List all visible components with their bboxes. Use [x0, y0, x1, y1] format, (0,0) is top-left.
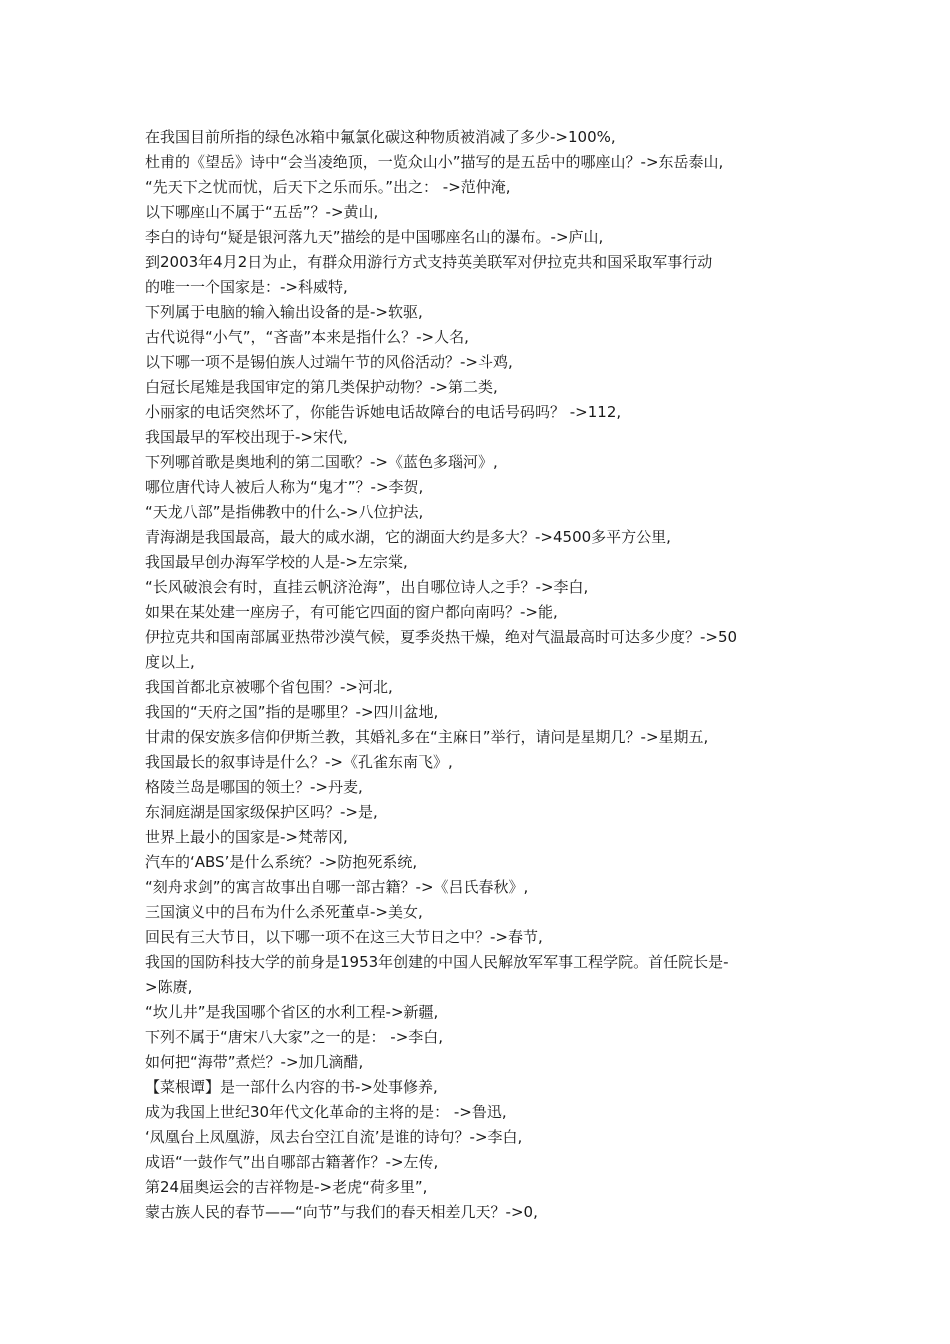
- text-line: 我国最早的军校出现于->宋代,: [145, 428, 348, 446]
- text-line: 甘肃的保安族多信仰伊斯兰教，其婚礼多在“主麻日”举行，请问是星期几？->星期五,: [145, 728, 709, 746]
- text-line: 伊拉克共和国南部属亚热带沙漠气候，夏季炎热干燥，绝对气温最高时可达多少度？->50: [145, 628, 738, 646]
- text-line: 哪位唐代诗人被后人称为“鬼才”？->李贺,: [145, 478, 424, 496]
- text-line: “坎儿井”是我国哪个省区的水利工程->新疆,: [145, 1003, 439, 1021]
- text-line: “先天下之忧而忧，后天下之乐而乐。”出之： ->范仲淹,: [145, 178, 511, 196]
- text-line: 蒙古族人民的春节——“向节”与我们的春天相差几天？->0,: [145, 1203, 538, 1221]
- text-line: 我国的“天府之国”指的是哪里？->四川盆地,: [145, 703, 439, 721]
- text-line: “长风破浪会有时，直挂云帆济沧海”，出自哪位诗人之手？->李白,: [145, 578, 589, 596]
- text-line: 小丽家的电话突然坏了，你能告诉她电话故障台的电话号码吗？ ->112,: [145, 403, 622, 421]
- text-line: 【菜根谭】是一部什么内容的书->处事修养,: [145, 1078, 438, 1096]
- text-line: 世界上最小的国家是->梵蒂冈,: [145, 828, 348, 846]
- text-line: 到2003年4月2日为止，有群众用游行方式支持英美联军对伊拉克共和国采取军事行动: [145, 253, 713, 271]
- text-line: 的唯一一个国家是：->科威特,: [145, 278, 348, 296]
- text-line: 格陵兰岛是哪国的领土？->丹麦,: [145, 778, 363, 796]
- text-line: 我国首都北京被哪个省包围？->河北,: [145, 678, 393, 696]
- text-line: ‘凤凰台上凤凰游，凤去台空江自流’是谁的诗句？->李白,: [145, 1128, 523, 1146]
- text-line: 三国演义中的吕布为什么杀死董卓->美女,: [145, 903, 423, 921]
- document-body: [145, 125, 810, 1225]
- text-line: 我国的国防科技大学的前身是1953年创建的中国人民解放军军事工程学院。首任院长是-: [145, 953, 729, 971]
- text-line: 东洞庭湖是国家级保护区吗？->是,: [145, 803, 378, 821]
- text-line: >陈赓,: [145, 978, 193, 996]
- text-line: 下列哪首歌是奥地利的第二国歌？->《蓝色多瑙河》,: [145, 453, 498, 471]
- text-line: 如何把“海带”煮烂？->加几滴醋,: [145, 1053, 364, 1071]
- text-line: “天龙八部”是指佛教中的什么->八位护法,: [145, 503, 424, 521]
- text-line: 成语“一鼓作气”出自哪部古籍著作？->左传,: [145, 1153, 439, 1171]
- text-line: 杜甫的《望岳》诗中“会当凌绝顶，一览众山小”描写的是五岳中的哪座山？->东岳泰山,: [145, 153, 724, 171]
- text-line: 度以上,: [145, 653, 195, 671]
- text-line: 汽车的‘ABS’是什么系统？->防抱死系统,: [145, 853, 418, 871]
- text-line: “刻舟求剑”的寓言故事出自哪一部古籍？->《吕氏春秋》,: [145, 878, 529, 896]
- text-line: 我国最长的叙事诗是什么？->《孔雀东南飞》,: [145, 753, 453, 771]
- text-line: 回民有三大节日，以下哪一项不在这三大节日之中？->春节,: [145, 928, 543, 946]
- text-line: 以下哪一项不是锡伯族人过端午节的风俗活动？->斗鸡,: [145, 353, 513, 371]
- text-line: 李白的诗句“疑是银河落九天”描绘的是中国哪座名山的瀑布。->庐山,: [145, 228, 604, 246]
- text-line: 白冠长尾雉是我国审定的第几类保护动物？->第二类,: [145, 378, 498, 396]
- text-line: 我国最早创办海军学校的人是->左宗棠,: [145, 553, 408, 571]
- text-line: 青海湖是我国最高，最大的咸水湖，它的湖面大约是多大？->4500多平方公里,: [145, 528, 671, 546]
- text-line: 下列不属于“唐宋八大家”之一的是： ->李白,: [145, 1028, 444, 1046]
- text-line: 第24届奥运会的吉祥物是->老虎“荷多里”,: [145, 1178, 428, 1196]
- text-line: 在我国目前所指的绿色冰箱中氟氯化碳这种物质被消减了多少->100%,: [145, 128, 616, 146]
- text-line: 下列属于电脑的输入输出设备的是->软驱,: [145, 303, 423, 321]
- text-line: 成为我国上世纪30年代文化革命的主将的是： ->鲁迅,: [145, 1103, 507, 1121]
- text-line: 古代说得“小气”，“吝啬”本来是指什么？->人名,: [145, 328, 469, 346]
- text-line: 以下哪座山不属于“五岳”？->黄山,: [145, 203, 379, 221]
- text-line: 如果在某处建一座房子，有可能它四面的窗户都向南吗？->能,: [145, 603, 558, 621]
